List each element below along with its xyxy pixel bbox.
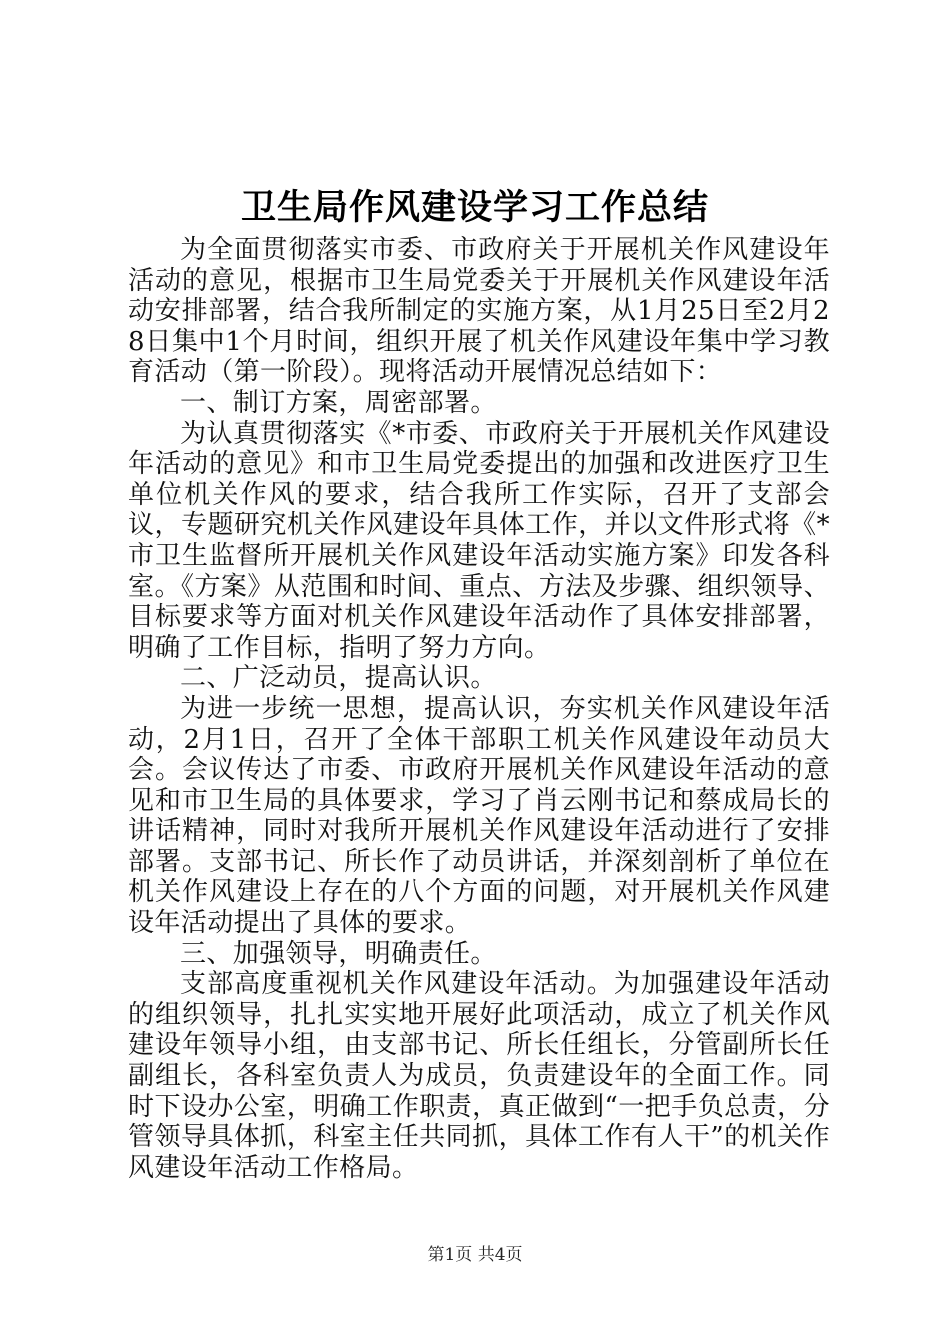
section-heading-2: 二、广泛动员，提高认识。 — [180, 663, 497, 694]
document-title: 卫生局作风建设学习工作总结 — [240, 187, 709, 228]
document-body — [128, 235, 830, 1183]
paragraph-intro: 为全面贯彻落实市委、市政府关于开展机关作风建设年活动的意见，根据市卫生局党委关于开展机关作风建设年活动安排部署，结合我所制定的实施方案，从1月25日至2月28日集中1个月时间，组织开展了机关作风建设年集中学习教育活动（第一阶段）。现将活动开展情况总结如下： — [128, 235, 830, 388]
paragraph-section-2: 为进一步统一思想，提高认识，夯实机关作风建设年活动，2月1日，召开了全体干部职工机关作风建设年动员大会。会议传达了市委、市政府开展机关作风建设年活动的意见和市卫生局的具体要求，学习了肖云刚书记和蔡成局长的讲话精神，同时对我所开展机关作风建设年活动进行了安排部署。支部书记、所长作了动员讲话，并深刻剖析了单位在机关作风建设上存在的八个方面的问题，对开展机关作风建设年活动提出了具体的要求。 — [128, 693, 830, 939]
paragraph-section-3: 支部高度重视机关作风建设年活动。为加强建设年活动的组织领导，扎扎实实地开展好此项活动，成立了机关作风建设年领导小组，由支部书记、所长任组长，分管副所长任副组长，各科室负责人为成员，负责建设年的全面工作。同时下设办公室，明确工作职责，真正做到“一把手负总责，分管领导具体抓，科室主任共同抓，具体工作有人干”的机关作风建设年活动工作格局。 — [128, 969, 830, 1183]
section-heading-1: 一、制订方案，周密部署。 — [180, 387, 497, 418]
paragraph-section-1: 为认真贯彻落实《*市委、市政府关于开展机关作风建设年活动的意见》和市卫生局党委提出的加强和改进医疗卫生单位机关作风的要求，结合我所工作实际，召开了支部会议，专题研究机关作风建设年具体工作，并以文件形式将《*市卫生监督所开展机关作风建设年活动实施方案》印发各科室。《方案》从范围和时间、重点、方法及步骤、组织领导、目标要求等方面对机关作风建设年活动作了具体安排部署，明确了工作目标，指明了努力方向。 — [128, 418, 830, 663]
section-heading-3: 三、加强领导，明确责任。 — [180, 938, 497, 969]
page-footer: 第1页 共4页 — [427, 1245, 523, 1265]
